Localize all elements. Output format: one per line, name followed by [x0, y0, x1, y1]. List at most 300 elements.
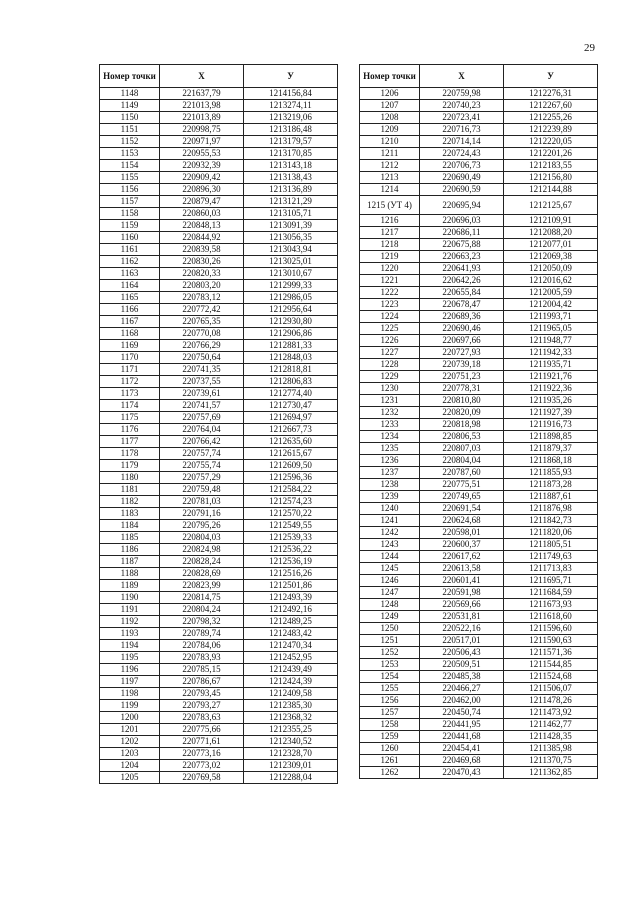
table-row: [100, 748, 338, 760]
x-coordinate-cell: 220714,14: [420, 136, 504, 148]
x-coordinate-cell: 220770,08: [160, 328, 244, 340]
y-coordinate-cell: 1212220,05: [504, 136, 598, 148]
y-coordinate-cell: 1211965,05: [504, 323, 598, 335]
y-coordinate-cell: 1211462,77: [504, 719, 598, 731]
point-number-cell: 1163: [100, 268, 160, 280]
y-coordinate-cell: 1213025,01: [244, 256, 338, 268]
y-coordinate-cell: 1213186,48: [244, 124, 338, 136]
x-coordinate-cell: 220793,27: [160, 700, 244, 712]
point-number-cell: 1228: [360, 359, 420, 371]
table-row: [360, 172, 598, 184]
table-row: [360, 659, 598, 671]
table-row: [100, 436, 338, 448]
table-row: [360, 563, 598, 575]
x-coordinate-cell: 220751,23: [420, 371, 504, 383]
y-coordinate-cell: 1213143,18: [244, 160, 338, 172]
x-coordinate-cell: 220896,30: [160, 184, 244, 196]
point-number-cell: 1207: [360, 100, 420, 112]
point-number-cell: 1151: [100, 124, 160, 136]
table-row: [360, 635, 598, 647]
point-number-cell: 1149: [100, 100, 160, 112]
table-row: [100, 400, 338, 412]
x-coordinate-cell: 220766,42: [160, 436, 244, 448]
y-coordinate-cell: 1211887,61: [504, 491, 598, 503]
table-row: [100, 292, 338, 304]
y-coordinate-cell: 1213010,67: [244, 268, 338, 280]
table-row: [360, 611, 598, 623]
point-number-cell: 1188: [100, 568, 160, 580]
x-coordinate-cell: 220789,74: [160, 628, 244, 640]
header-y: У: [244, 65, 338, 88]
y-coordinate-cell: 1212276,31: [504, 88, 598, 100]
y-coordinate-cell: 1212069,38: [504, 251, 598, 263]
point-number-cell: 1246: [360, 575, 420, 587]
y-coordinate-cell: 1213136,89: [244, 184, 338, 196]
point-number-cell: 1184: [100, 520, 160, 532]
table-row: [100, 112, 338, 124]
table-row: [360, 160, 598, 172]
y-coordinate-cell: 1212489,25: [244, 616, 338, 628]
x-coordinate-cell: 220879,47: [160, 196, 244, 208]
x-coordinate-cell: 220485,38: [420, 671, 504, 683]
y-coordinate-cell: 1212574,23: [244, 496, 338, 508]
point-number-cell: 1204: [100, 760, 160, 772]
y-coordinate-cell: 1213043,94: [244, 244, 338, 256]
table-row: [360, 347, 598, 359]
y-coordinate-cell: 1212536,22: [244, 544, 338, 556]
point-number-cell: 1177: [100, 436, 160, 448]
y-coordinate-cell: 1212986,05: [244, 292, 338, 304]
x-coordinate-cell: 220686,11: [420, 227, 504, 239]
point-number-cell: 1221: [360, 275, 420, 287]
point-number-cell: 1223: [360, 299, 420, 311]
table-row: [360, 287, 598, 299]
table-row: [100, 316, 338, 328]
x-coordinate-cell: 220727,93: [420, 347, 504, 359]
x-coordinate-cell: 220844,92: [160, 232, 244, 244]
table-row: [360, 443, 598, 455]
point-number-cell: 1256: [360, 695, 420, 707]
point-number-cell: 1189: [100, 580, 160, 592]
table-row: [360, 623, 598, 635]
x-coordinate-cell: 220773,16: [160, 748, 244, 760]
point-number-cell: 1160: [100, 232, 160, 244]
table-row: [360, 467, 598, 479]
point-number-cell: 1186: [100, 544, 160, 556]
table-row: [100, 676, 338, 688]
point-number-cell: 1181: [100, 484, 160, 496]
y-coordinate-cell: 1211362,85: [504, 767, 598, 779]
x-coordinate-cell: 220741,35: [160, 364, 244, 376]
table-row: [100, 664, 338, 676]
point-number-cell: 1158: [100, 208, 160, 220]
x-coordinate-cell: 220793,45: [160, 688, 244, 700]
y-coordinate-cell: 1211506,07: [504, 683, 598, 695]
x-coordinate-cell: 221013,98: [160, 100, 244, 112]
point-number-cell: 1175: [100, 412, 160, 424]
table-row: [360, 551, 598, 563]
point-number-cell: 1211: [360, 148, 420, 160]
x-coordinate-cell: 220663,23: [420, 251, 504, 263]
x-coordinate-cell: 220775,66: [160, 724, 244, 736]
point-number-cell: 1166: [100, 304, 160, 316]
x-coordinate-cell: 220828,69: [160, 568, 244, 580]
x-coordinate-cell: 220695,94: [420, 196, 504, 215]
table-row: [100, 532, 338, 544]
table-row: [360, 503, 598, 515]
table-row: [100, 652, 338, 664]
point-number-cell: 1203: [100, 748, 160, 760]
x-coordinate-cell: 220522,16: [420, 623, 504, 635]
x-coordinate-cell: 220690,46: [420, 323, 504, 335]
x-coordinate-cell: 220740,23: [420, 100, 504, 112]
y-coordinate-cell: 1211879,37: [504, 443, 598, 455]
x-coordinate-cell: 220591,98: [420, 587, 504, 599]
table-row: [360, 323, 598, 335]
x-coordinate-cell: 220749,65: [420, 491, 504, 503]
x-coordinate-cell: 220785,15: [160, 664, 244, 676]
y-coordinate-cell: 1212536,19: [244, 556, 338, 568]
table-row: [100, 556, 338, 568]
table-row: [360, 407, 598, 419]
y-coordinate-cell: 1211428,35: [504, 731, 598, 743]
y-coordinate-cell: 1213056,35: [244, 232, 338, 244]
y-coordinate-cell: 1212596,36: [244, 472, 338, 484]
y-coordinate-cell: 1211713,83: [504, 563, 598, 575]
x-coordinate-cell: 220795,26: [160, 520, 244, 532]
point-number-cell: 1227: [360, 347, 420, 359]
y-coordinate-cell: 1212125,67: [504, 196, 598, 215]
x-coordinate-cell: 220764,04: [160, 424, 244, 436]
y-coordinate-cell: 1212609,50: [244, 460, 338, 472]
point-number-cell: 1174: [100, 400, 160, 412]
point-number-cell: 1220: [360, 263, 420, 275]
y-coordinate-cell: 1212956,64: [244, 304, 338, 316]
x-coordinate-cell: 220642,26: [420, 275, 504, 287]
point-number-cell: 1198: [100, 688, 160, 700]
table-row: [100, 484, 338, 496]
x-coordinate-cell: 220803,20: [160, 280, 244, 292]
table-row: [100, 460, 338, 472]
point-number-cell: 1209: [360, 124, 420, 136]
point-number-cell: 1155: [100, 172, 160, 184]
table-row: [360, 539, 598, 551]
point-number-cell: 1210: [360, 136, 420, 148]
table-row: [100, 268, 338, 280]
point-number-cell: 1253: [360, 659, 420, 671]
x-coordinate-cell: 220441,95: [420, 719, 504, 731]
y-coordinate-cell: 1212999,33: [244, 280, 338, 292]
y-coordinate-cell: 1211385,98: [504, 743, 598, 755]
y-coordinate-cell: 1212483,42: [244, 628, 338, 640]
table-row: [100, 592, 338, 604]
y-coordinate-cell: 1212615,67: [244, 448, 338, 460]
point-number-cell: 1239: [360, 491, 420, 503]
x-coordinate-cell: 220624,68: [420, 515, 504, 527]
y-coordinate-cell: 1212774,40: [244, 388, 338, 400]
y-coordinate-cell: 1212309,01: [244, 760, 338, 772]
y-coordinate-cell: 1212328,70: [244, 748, 338, 760]
coordinates-table-left: [99, 64, 338, 784]
x-coordinate-cell: 220807,03: [420, 443, 504, 455]
y-coordinate-cell: 1212452,95: [244, 652, 338, 664]
table-row: [100, 448, 338, 460]
y-coordinate-cell: 1212183,55: [504, 160, 598, 172]
y-coordinate-cell: 1211370,75: [504, 755, 598, 767]
y-coordinate-cell: 1211873,28: [504, 479, 598, 491]
point-number-cell: 1190: [100, 592, 160, 604]
point-number-cell: 1248: [360, 599, 420, 611]
table-row: [100, 124, 338, 136]
table-row: [100, 340, 338, 352]
y-coordinate-cell: 1212267,60: [504, 100, 598, 112]
table-row: [100, 208, 338, 220]
table-row: [360, 767, 598, 779]
x-coordinate-cell: 220839,58: [160, 244, 244, 256]
table-row: [100, 388, 338, 400]
table-row: [100, 520, 338, 532]
table-row: [360, 136, 598, 148]
table-row: [360, 215, 598, 227]
page-number: 29: [584, 42, 595, 54]
table-row: [100, 760, 338, 772]
y-coordinate-cell: 1212493,39: [244, 592, 338, 604]
x-coordinate-cell: 220830,26: [160, 256, 244, 268]
y-coordinate-cell: 1212144,88: [504, 184, 598, 196]
point-number-cell: 1234: [360, 431, 420, 443]
y-coordinate-cell: 1211695,71: [504, 575, 598, 587]
x-coordinate-cell: 220696,03: [420, 215, 504, 227]
point-number-cell: 1148: [100, 88, 160, 100]
x-coordinate-cell: 220814,75: [160, 592, 244, 604]
x-coordinate-cell: 220655,84: [420, 287, 504, 299]
point-number-cell: 1229: [360, 371, 420, 383]
x-coordinate-cell: 220806,53: [420, 431, 504, 443]
point-number-cell: 1169: [100, 340, 160, 352]
table-row: [360, 599, 598, 611]
x-coordinate-cell: 220517,01: [420, 635, 504, 647]
point-number-cell: 1172: [100, 376, 160, 388]
table-row: [100, 172, 338, 184]
point-number-cell: 1230: [360, 383, 420, 395]
table-row: [100, 424, 338, 436]
point-number-cell: 1187: [100, 556, 160, 568]
point-number-cell: 1193: [100, 628, 160, 640]
x-coordinate-cell: 220617,62: [420, 551, 504, 563]
table-row: [360, 671, 598, 683]
point-number-cell: 1222: [360, 287, 420, 299]
y-coordinate-cell: 1213091,39: [244, 220, 338, 232]
table-row: [360, 335, 598, 347]
y-coordinate-cell: 1213138,43: [244, 172, 338, 184]
point-number-cell: 1216: [360, 215, 420, 227]
x-coordinate-cell: 220739,18: [420, 359, 504, 371]
x-coordinate-cell: 220690,59: [420, 184, 504, 196]
y-coordinate-cell: 1212005,59: [504, 287, 598, 299]
point-number-cell: 1249: [360, 611, 420, 623]
x-coordinate-cell: 220755,74: [160, 460, 244, 472]
x-coordinate-cell: 220690,49: [420, 172, 504, 184]
point-number-cell: 1215 (УТ 4): [360, 196, 420, 215]
point-number-cell: 1200: [100, 712, 160, 724]
point-number-cell: 1162: [100, 256, 160, 268]
y-coordinate-cell: 1213179,57: [244, 136, 338, 148]
x-coordinate-cell: 220783,93: [160, 652, 244, 664]
table-row: [100, 160, 338, 172]
table-row: [100, 580, 338, 592]
y-coordinate-cell: 1211473,92: [504, 707, 598, 719]
y-coordinate-cell: 1211820,06: [504, 527, 598, 539]
y-coordinate-cell: 1211935,26: [504, 395, 598, 407]
x-coordinate-cell: 220470,43: [420, 767, 504, 779]
point-number-cell: 1241: [360, 515, 420, 527]
y-coordinate-cell: 1211855,93: [504, 467, 598, 479]
y-coordinate-cell: 1211935,71: [504, 359, 598, 371]
table-row: [100, 640, 338, 652]
table-row: [100, 364, 338, 376]
point-number-cell: 1205: [100, 772, 160, 784]
x-coordinate-cell: 220771,61: [160, 736, 244, 748]
table-row: [100, 496, 338, 508]
table-row: [100, 472, 338, 484]
x-coordinate-cell: 220531,81: [420, 611, 504, 623]
point-number-cell: 1197: [100, 676, 160, 688]
point-number-cell: 1238: [360, 479, 420, 491]
y-coordinate-cell: 1211544,85: [504, 659, 598, 671]
x-coordinate-cell: 220791,16: [160, 508, 244, 520]
point-number-cell: 1178: [100, 448, 160, 460]
x-coordinate-cell: 220848,13: [160, 220, 244, 232]
point-number-cell: 1233: [360, 419, 420, 431]
point-number-cell: 1224: [360, 311, 420, 323]
table-row: [100, 712, 338, 724]
x-coordinate-cell: 220506,43: [420, 647, 504, 659]
x-coordinate-cell: 220955,53: [160, 148, 244, 160]
point-number-cell: 1232: [360, 407, 420, 419]
x-coordinate-cell: 220569,66: [420, 599, 504, 611]
y-coordinate-cell: 1211942,33: [504, 347, 598, 359]
table-row: [360, 251, 598, 263]
point-number-cell: 1159: [100, 220, 160, 232]
table-row: [100, 328, 338, 340]
point-number-cell: 1219: [360, 251, 420, 263]
table-row: [360, 707, 598, 719]
y-coordinate-cell: 1211842,73: [504, 515, 598, 527]
y-coordinate-cell: 1212570,22: [244, 508, 338, 520]
y-coordinate-cell: 1212255,26: [504, 112, 598, 124]
table-row: [100, 148, 338, 160]
point-number-cell: 1150: [100, 112, 160, 124]
point-number-cell: 1157: [100, 196, 160, 208]
table-row: [360, 371, 598, 383]
y-coordinate-cell: 1213105,71: [244, 208, 338, 220]
x-coordinate-cell: 220769,58: [160, 772, 244, 784]
table-row: [100, 88, 338, 100]
x-coordinate-cell: 220741,57: [160, 400, 244, 412]
coordinates-table-left-body: [100, 88, 338, 784]
point-number-cell: 1208: [360, 112, 420, 124]
table-row: [360, 431, 598, 443]
header-y: У: [504, 65, 598, 88]
point-number-cell: 1179: [100, 460, 160, 472]
table-row: [360, 647, 598, 659]
x-coordinate-cell: 220759,98: [420, 88, 504, 100]
x-coordinate-cell: 220509,51: [420, 659, 504, 671]
point-number-cell: 1170: [100, 352, 160, 364]
x-coordinate-cell: 220798,32: [160, 616, 244, 628]
point-number-cell: 1182: [100, 496, 160, 508]
y-coordinate-cell: 1212088,20: [504, 227, 598, 239]
table-row: [360, 479, 598, 491]
x-coordinate-cell: 220613,58: [420, 563, 504, 575]
x-coordinate-cell: 220675,88: [420, 239, 504, 251]
y-coordinate-cell: 1212730,47: [244, 400, 338, 412]
table-row: [360, 275, 598, 287]
point-number-cell: 1195: [100, 652, 160, 664]
y-coordinate-cell: 1212539,33: [244, 532, 338, 544]
point-number-cell: 1171: [100, 364, 160, 376]
point-number-cell: 1183: [100, 508, 160, 520]
x-coordinate-cell: 220804,24: [160, 604, 244, 616]
x-coordinate-cell: 220820,09: [420, 407, 504, 419]
table-row: [360, 124, 598, 136]
table-row: [100, 616, 338, 628]
table-row: [360, 100, 598, 112]
y-coordinate-cell: 1211749,63: [504, 551, 598, 563]
point-number-cell: 1252: [360, 647, 420, 659]
table-row: [100, 724, 338, 736]
header-point-number: Номер точки: [100, 65, 160, 88]
y-coordinate-cell: 1212930,80: [244, 316, 338, 328]
x-coordinate-cell: 220778,31: [420, 383, 504, 395]
x-coordinate-cell: 220706,73: [420, 160, 504, 172]
table-row: [360, 695, 598, 707]
x-coordinate-cell: 220786,67: [160, 676, 244, 688]
x-coordinate-cell: 220998,75: [160, 124, 244, 136]
table-row: [360, 227, 598, 239]
y-coordinate-cell: 1211916,73: [504, 419, 598, 431]
point-number-cell: 1235: [360, 443, 420, 455]
table-row: [100, 304, 338, 316]
point-number-cell: 1165: [100, 292, 160, 304]
x-coordinate-cell: 220773,02: [160, 760, 244, 772]
y-coordinate-cell: 1214156,84: [244, 88, 338, 100]
x-coordinate-cell: 220750,64: [160, 352, 244, 364]
x-coordinate-cell: 220600,37: [420, 539, 504, 551]
point-number-cell: 1173: [100, 388, 160, 400]
x-coordinate-cell: 220932,39: [160, 160, 244, 172]
x-coordinate-cell: 220818,98: [420, 419, 504, 431]
table-row: [100, 376, 338, 388]
x-coordinate-cell: 220765,35: [160, 316, 244, 328]
table-row: [100, 280, 338, 292]
x-coordinate-cell: 220723,41: [420, 112, 504, 124]
table-row: [360, 755, 598, 767]
point-number-cell: 1250: [360, 623, 420, 635]
point-number-cell: 1237: [360, 467, 420, 479]
y-coordinate-cell: 1212881,33: [244, 340, 338, 352]
x-coordinate-cell: 220737,55: [160, 376, 244, 388]
table-row: [360, 263, 598, 275]
table-row: [360, 683, 598, 695]
point-number-cell: 1176: [100, 424, 160, 436]
y-coordinate-cell: 1212635,60: [244, 436, 338, 448]
x-coordinate-cell: 220810,80: [420, 395, 504, 407]
table-row: [100, 700, 338, 712]
y-coordinate-cell: 1212385,30: [244, 700, 338, 712]
y-coordinate-cell: 1212409,58: [244, 688, 338, 700]
point-number-cell: 1192: [100, 616, 160, 628]
